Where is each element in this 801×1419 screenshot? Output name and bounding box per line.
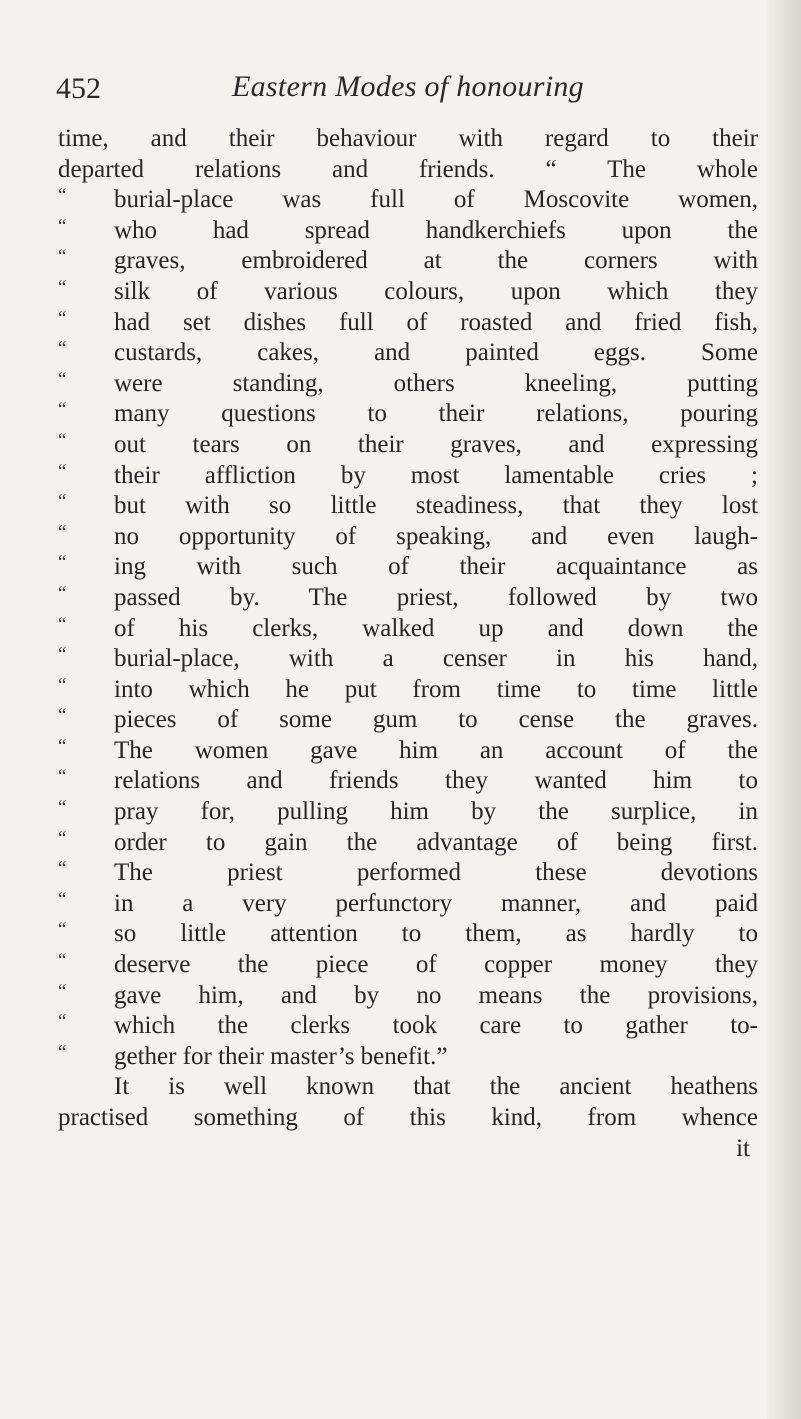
text-line <box>58 614 758 645</box>
text-line <box>58 124 758 155</box>
text-line <box>58 828 758 859</box>
quotation-mark: “ <box>58 429 67 451</box>
text-line <box>58 705 758 736</box>
text-line <box>58 1011 758 1042</box>
text-line <box>58 1042 758 1073</box>
line-text: but with so little steadiness, that they lost <box>114 492 758 520</box>
line-text: into which he put from time to time little <box>114 675 758 703</box>
quotation-mark: “ <box>58 613 67 635</box>
line-text: The women gave him an account of the <box>114 736 758 764</box>
line-text: no opportunity of speaking, and even laugh- <box>114 522 758 550</box>
line-text: passed by. The priest, followed by two <box>114 583 758 611</box>
line-text: relations and friends they wanted him to <box>114 767 758 795</box>
quotation-mark: “ <box>58 888 67 910</box>
line-text: gave him, and by no means the provisions, <box>114 981 758 1009</box>
text-line <box>58 246 758 277</box>
quotation-mark: “ <box>58 980 67 1002</box>
text-line <box>58 155 758 186</box>
line-text: were standing, others kneeling, putting <box>114 369 758 397</box>
quotation-mark: “ <box>58 950 67 972</box>
quotation-mark: “ <box>58 674 67 696</box>
text-line <box>58 858 758 889</box>
line-text: pieces of some gum to cense the graves. <box>114 706 758 734</box>
line-text: out tears on their graves, and expressing <box>114 430 758 458</box>
quotation-mark: “ <box>58 797 67 819</box>
quotation-mark: “ <box>58 827 67 849</box>
quotation-mark: “ <box>58 1041 67 1063</box>
text-line <box>58 583 758 614</box>
text-line <box>58 491 758 522</box>
quotation-mark: “ <box>58 705 67 727</box>
text-line <box>58 369 758 400</box>
page-header <box>56 68 756 118</box>
text-line <box>58 216 758 247</box>
quotation-mark: “ <box>58 491 67 513</box>
quotation-mark: “ <box>58 919 67 941</box>
text-line <box>58 766 758 797</box>
line-text: ing with such of their acquaintance as <box>114 553 758 581</box>
page-edge-shadow <box>767 0 801 1419</box>
text-line <box>58 1134 758 1165</box>
quotation-mark: “ <box>58 1011 67 1033</box>
text-line <box>58 308 758 339</box>
line-text: graves, embroidered at the corners with <box>114 247 758 275</box>
line-text: many questions to their relations, pouring <box>114 400 758 428</box>
text-line <box>58 889 758 920</box>
text-line <box>58 338 758 369</box>
text-line <box>58 399 758 430</box>
quotation-mark: “ <box>58 552 67 574</box>
quotation-mark: “ <box>58 399 67 421</box>
page-number: 452 <box>56 72 101 105</box>
line-text: gether for their master’s benefit.” <box>114 1042 448 1070</box>
text-line <box>58 675 758 706</box>
quotation-mark: “ <box>58 644 67 666</box>
quotation-mark: “ <box>58 460 67 482</box>
text-line <box>58 552 758 583</box>
body-text <box>58 124 758 1164</box>
line-text: had set dishes full of roasted and fried fish, <box>114 308 758 336</box>
text-line <box>58 461 758 492</box>
quotation-mark: “ <box>58 276 67 298</box>
quotation-mark: “ <box>58 215 67 237</box>
line-text: order to gain the advantage of being first. <box>114 828 758 856</box>
text-line <box>58 981 758 1012</box>
line-text: deserve the piece of copper money they <box>114 951 758 979</box>
line-text: burial-place, with a censer in his hand, <box>114 645 758 673</box>
line-text: their affliction by most lamentable cries ; <box>114 461 758 489</box>
quotation-mark: “ <box>58 307 67 329</box>
line-text: so little attention to them, as hardly to <box>114 920 758 948</box>
line-text: in a very perfunctory manner, and paid <box>114 889 758 917</box>
quotation-mark: “ <box>58 338 67 360</box>
text-line <box>58 950 758 981</box>
text-line <box>58 644 758 675</box>
line-text: time, and their behaviour with regard to their <box>58 125 758 152</box>
quotation-mark: “ <box>58 246 67 268</box>
quotation-mark: “ <box>58 582 67 604</box>
quotation-mark: “ <box>58 368 67 390</box>
running-head: Eastern Modes of honouring <box>232 70 584 103</box>
line-text: which the clerks took care to gather to- <box>114 1012 758 1040</box>
line-text: departed relations and friends. “ The whole <box>58 155 758 183</box>
text-line <box>58 522 758 553</box>
text-line <box>58 185 758 216</box>
text-line <box>58 277 758 308</box>
line-text: pray for, pulling him by the surplice, in <box>114 798 758 826</box>
text-line <box>58 736 758 767</box>
text-line <box>58 797 758 828</box>
line-text: practised something of this kind, from whence <box>58 1104 758 1131</box>
text-line <box>58 919 758 950</box>
quotation-mark: “ <box>58 521 67 543</box>
line-text: of his clerks, walked up and down the <box>114 614 758 642</box>
line-text: The priest performed these devotions <box>114 859 758 887</box>
catchword: it <box>736 1134 750 1162</box>
quotation-mark: “ <box>58 735 67 757</box>
line-text: custards, cakes, and painted eggs. Some <box>114 339 758 367</box>
line-text: silk of various colours, upon which they <box>114 277 758 305</box>
line-text: It is well known that the ancient heathens <box>114 1073 758 1101</box>
line-text: burial-place was full of Moscovite women, <box>114 186 758 214</box>
line-text: who had spread handkerchiefs upon the <box>114 216 758 244</box>
quotation-mark: “ <box>58 766 67 788</box>
text-line <box>58 1072 758 1103</box>
text-line <box>58 1103 758 1134</box>
text-line <box>58 430 758 461</box>
quotation-mark: “ <box>58 185 67 207</box>
quotation-mark: “ <box>58 858 67 880</box>
